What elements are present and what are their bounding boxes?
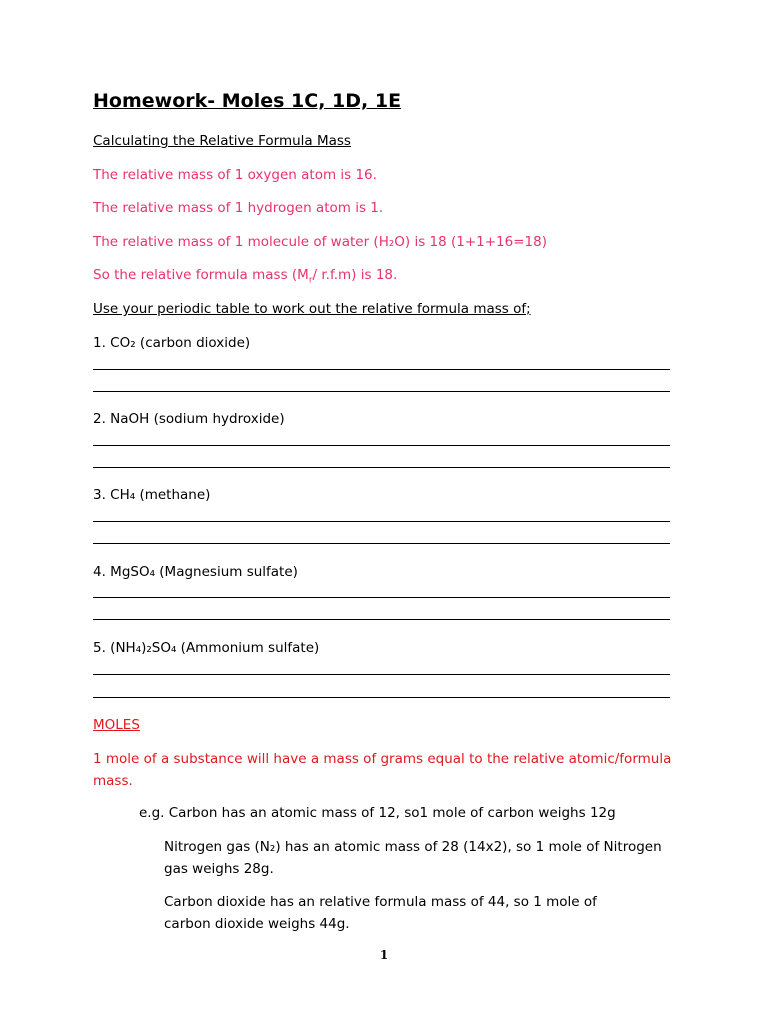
question-5: 5. (NH₄)₂SO₄ (Ammonium sulfate) bbox=[93, 640, 320, 656]
fact-oxygen: The relative mass of 1 oxygen atom is 16. bbox=[93, 167, 377, 183]
example-nitrogen: Nitrogen gas (N₂) has an atomic mass of 28 (14x2), so 1 mole of Nitrogen gas weighs 28g. bbox=[164, 839, 662, 877]
answer-line[interactable] bbox=[93, 521, 670, 522]
answer-line[interactable] bbox=[93, 467, 670, 468]
example-carbon-dioxide: Carbon dioxide has an relative formula mass of 44, so 1 mole of carbon dioxide weighs 44g. bbox=[164, 894, 597, 932]
question-2: 2. NaOH (sodium hydroxide) bbox=[93, 411, 285, 427]
question-4: 4. MgSO₄ (Magnesium sulfate) bbox=[93, 564, 298, 580]
fact-water: The relative mass of 1 molecule of water (H₂O) is 18 (1+1+16=18) bbox=[93, 234, 547, 250]
fact-rfm bbox=[93, 267, 397, 286]
fact-hydrogen: The relative mass of 1 hydrogen atom is 1. bbox=[93, 200, 384, 216]
fact-rfm-pre: So the relative formula mass (M bbox=[93, 267, 309, 283]
page-title: Homework- Moles 1C, 1D, 1E bbox=[93, 90, 402, 112]
moles-definition-line-2: mass. bbox=[93, 773, 133, 789]
instruction: Use your periodic table to work out the relative formula mass of; bbox=[93, 301, 531, 317]
answer-line[interactable] bbox=[93, 369, 670, 370]
answer-line[interactable] bbox=[93, 543, 670, 544]
answer-line[interactable] bbox=[93, 391, 670, 392]
moles-heading: MOLES bbox=[93, 717, 140, 733]
section-subtitle: Calculating the Relative Formula Mass bbox=[93, 133, 351, 149]
question-1: 1. CO₂ (carbon dioxide) bbox=[93, 335, 251, 351]
question-3: 3. CH₄ (methane) bbox=[93, 487, 211, 503]
answer-line[interactable] bbox=[93, 445, 670, 446]
example-carbon: e.g. Carbon has an atomic mass of 12, so1 mole of carbon weighs 12g bbox=[139, 805, 616, 821]
page-number: 1 bbox=[379, 948, 389, 962]
answer-line[interactable] bbox=[93, 597, 670, 598]
moles-definition-line-1: 1 mole of a substance will have a mass of grams equal to the relative atomic/formula bbox=[93, 751, 672, 767]
fact-rfm-sub: r bbox=[308, 275, 313, 286]
answer-line[interactable] bbox=[93, 619, 670, 620]
answer-line[interactable] bbox=[93, 674, 670, 675]
answer-line[interactable] bbox=[93, 697, 670, 698]
fact-rfm-post: / r.f.m) is 18. bbox=[312, 267, 398, 283]
